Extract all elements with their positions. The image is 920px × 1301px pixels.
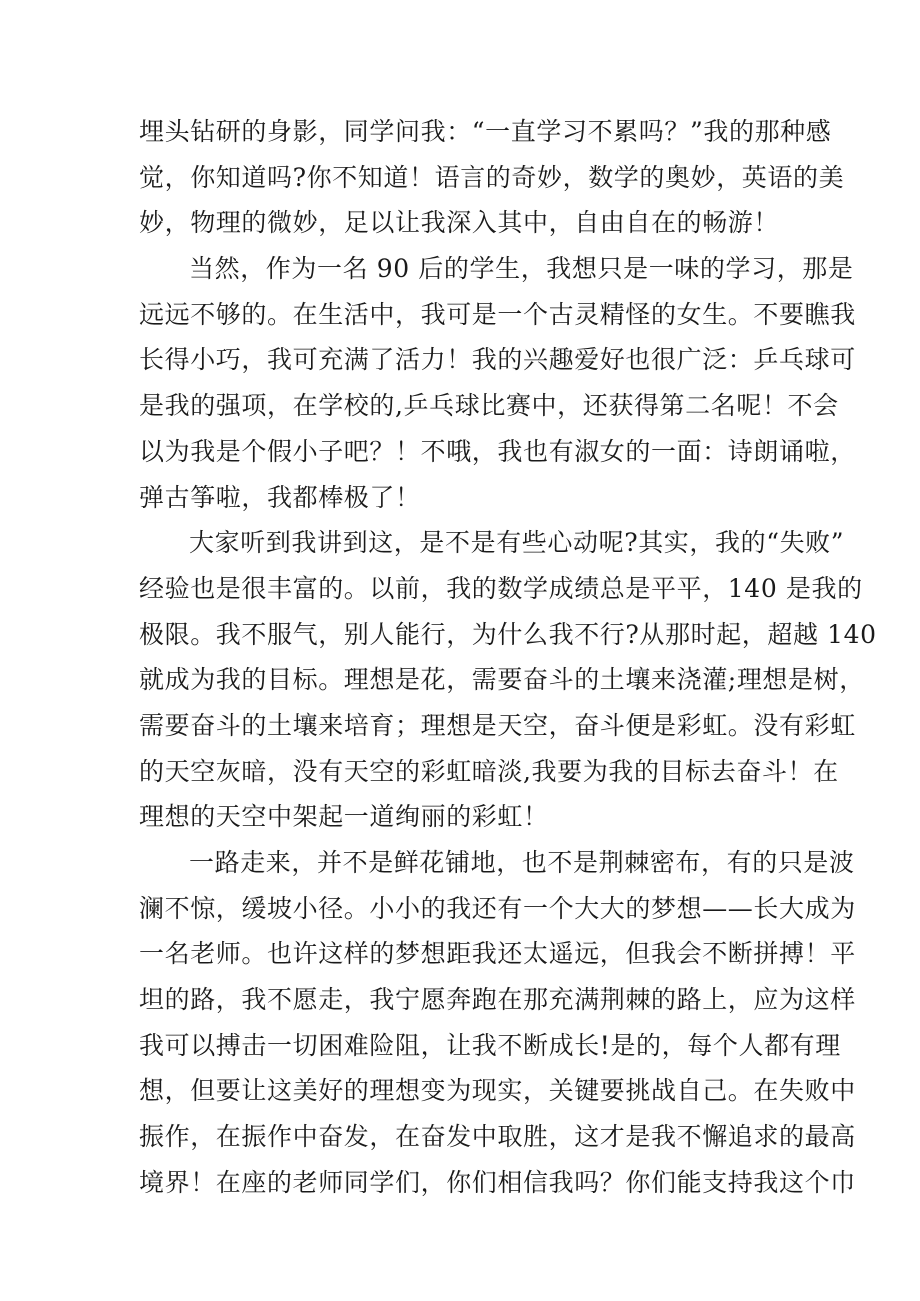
text-line: 境界！在座的老师同学们，你们相信我吗？你们能支持我这个巾	[139, 1167, 856, 1197]
text-line: 以为我是个假小子吧？！不哦，我也有淑女的一面：诗朗诵啦，	[139, 436, 856, 466]
paragraph-first-line: 一路走来，并不是鲜花铺地，也不是荆棘密布，有的只是波	[189, 848, 855, 877]
text-line: 经验也是很丰富的。以前，我的数学成绩总是平平，140 是我的	[139, 573, 863, 603]
text-line: 是我的强项，在学校的,乒乓球比赛中，还获得第二名呢！不会	[139, 391, 839, 421]
text-line: 觉，你知道吗?你不知道！语言的奇妙，数学的奥妙，英语的美	[139, 162, 845, 192]
paragraph-first-line: 当然，作为一名 90 后的学生，我想只是一味的学习，那是	[189, 254, 854, 284]
text-line: 就成为我的目标。理想是花，需要奋斗的土壤来浇灌;理想是树，	[139, 665, 865, 695]
text-line: 理想的天空中架起一道绚丽的彩虹！	[139, 802, 549, 832]
text-line: 需要奋斗的土壤来培育；理想是天空，奋斗便是彩虹。没有彩虹	[139, 710, 856, 740]
text-line: 坦的路，我不愿走，我宁愿奔跑在那充满荆棘的路上，应为这样	[139, 985, 856, 1015]
text-line: 妙，物理的微妙，足以让我深入其中，自由自在的畅游！	[139, 208, 780, 238]
paragraph-first-line: 大家听到我讲到这，是不是有些心动呢?其实，我的“失败”	[189, 528, 845, 558]
text-line: 澜不惊，缓坡小径。小小的我还有一个大大的梦想——长大成为	[139, 893, 856, 923]
text-line: 埋头钻研的身影，同学问我：“一直学习不累吗？”我的那种感	[139, 117, 832, 146]
text-line: 长得小巧，我可充满了活力！我的兴趣爱好也很广泛：乒乓球可	[139, 345, 856, 375]
text-line: 远远不够的。在生活中，我可是一个古灵精怪的女生。不要瞧我	[139, 299, 856, 329]
text-line: 极限。我不服气，别人能行，为什么我不行?从那时起，超越 140	[139, 619, 877, 649]
text-line: 我可以搏击一切困难险阻，让我不断成长!是的，每个人都有理	[139, 1030, 841, 1060]
text-line: 的天空灰暗，没有天空的彩虹暗淡,我要为我的目标去奋斗！在	[139, 756, 839, 786]
text-line: 弹古筝啦，我都棒极了！	[139, 482, 421, 512]
text-line: 想，但要让这美好的理想变为现实，关键要挑战自己。在失败中	[139, 1076, 856, 1106]
document-body	[139, 109, 877, 1206]
text-line: 振作，在振作中奋发，在奋发中取胜，这才是我不懈追求的最高	[139, 1122, 856, 1152]
text-line: 一名老师。也许这样的梦想距我还太遥远，但我会不断拼搏！平	[139, 939, 856, 969]
